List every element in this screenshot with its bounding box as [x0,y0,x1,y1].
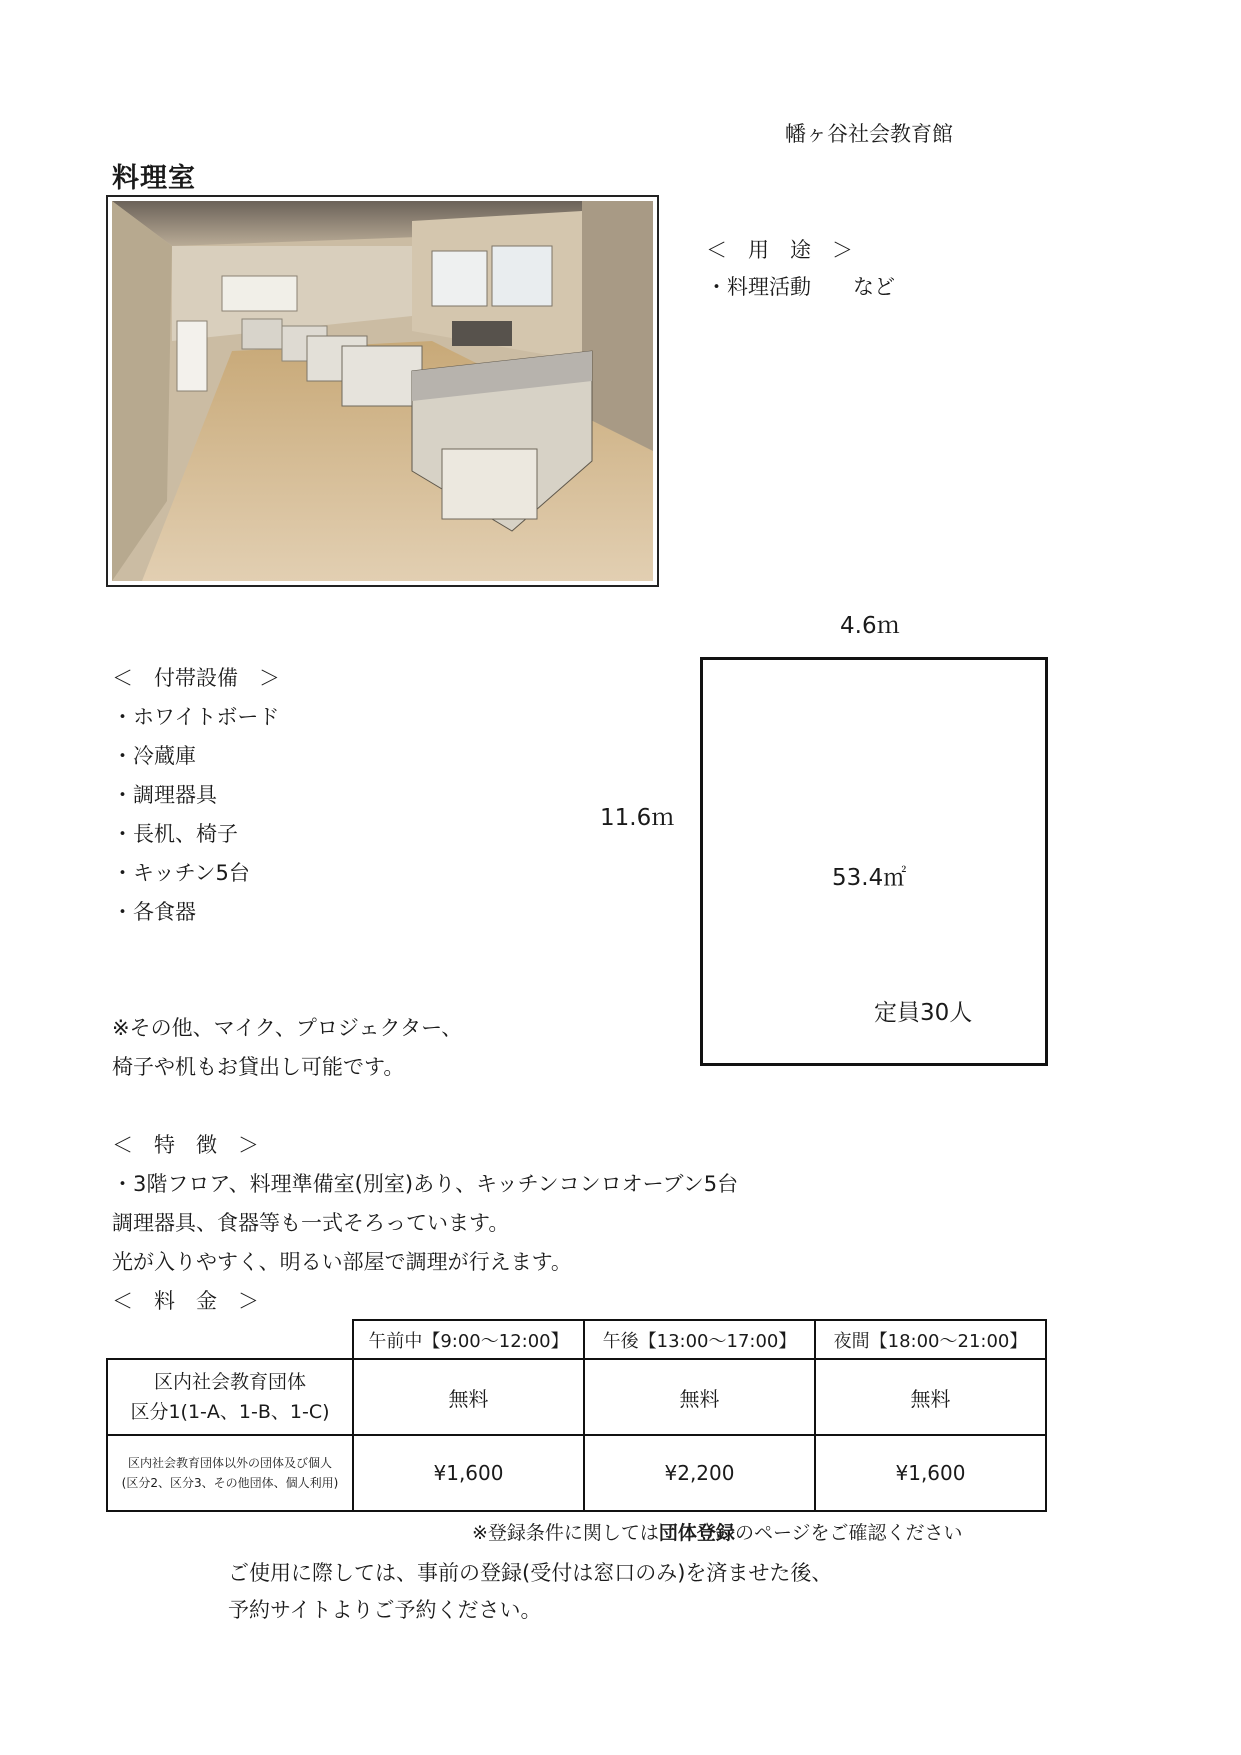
column-header-evening: 夜間【18:00～21:00】 [815,1320,1046,1359]
row-label-line2: 区分1(1-A、1-B、1-C) [130,1401,330,1423]
floor-plan-capacity: 定員30人 [874,1000,973,1026]
table-corner [107,1320,353,1359]
list-item: ・冷蔵庫 [112,744,196,768]
equipment-heading: ＜ 付帯設備 ＞ [112,666,280,690]
registration-note-suffix: のページをご確認ください [734,1522,963,1544]
fee-cell: ¥2,200 [584,1435,815,1511]
table-header-row [107,1320,1046,1359]
fee-table [106,1319,1047,1512]
list-item: ・ホワイトボード [112,705,280,729]
row-label [107,1435,353,1511]
floor-plan-height-label: 11.6ｍ [600,805,675,831]
fee-cell: 無料 [353,1359,584,1435]
registration-note-prefix: ※登録条件に関しては [472,1522,659,1544]
row-label-line1: 区内社会教育団体 [153,1371,306,1393]
cooking-room-image [112,201,653,581]
equipment-list [112,707,279,941]
rental-note-line1: ※その他、マイク、プロジェクター、 [112,1016,463,1040]
fee-cell: 無料 [815,1359,1046,1435]
features-heading: ＜ 特 徴 ＞ [112,1133,259,1157]
fee-cell: ¥1,600 [353,1435,584,1511]
row-label-line2: (区分2、区分3、その他団体、個人利用) [121,1476,339,1490]
list-item: ・長机、椅子 [112,822,238,846]
rental-note-line2: 椅子や机もお貸出し可能です。 [112,1055,405,1079]
page-title: 料理室 [112,163,196,194]
features-line2: 調理器具、食器等も一式そろっています。 [112,1211,510,1235]
row-label [107,1359,353,1435]
row-label-line1: 区内社会教育団体以外の団体及び個人 [127,1456,332,1470]
features-line1: ・3階フロア、料理準備室(別室)あり、キッチンコンロオーブン5台 [112,1172,739,1196]
registration-note [472,1524,963,1543]
usage-item: ・料理活動 など [706,275,895,299]
list-item: ・調理器具 [112,783,217,807]
list-item: ・各食器 [112,900,196,924]
fee-cell: 無料 [584,1359,815,1435]
organization-name: 幡ヶ谷社会教育館 [785,122,953,146]
table-row [107,1359,1046,1435]
list-item: ・キッチン5台 [112,861,250,885]
fees-heading: ＜ 料 金 ＞ [112,1289,259,1313]
closing-line1: ご使用に際しては、事前の登録(受付は窓口のみ)を済ませた後、 [228,1561,833,1585]
room-photo [106,195,659,587]
column-header-afternoon: 午後【13:00～17:00】 [584,1320,815,1359]
fee-cell: ¥1,600 [815,1435,1046,1511]
floor-plan-width-label: 4.6ｍ [840,613,900,639]
group-registration-link[interactable]: 団体登録 [658,1522,735,1544]
column-header-morning: 午前中【9:00～12:00】 [353,1320,584,1359]
table-row [107,1435,1046,1511]
features-line3: 光が入りやすく、明るい部屋で調理が行えます。 [112,1250,572,1274]
closing-line2: 予約サイトよりご予約ください。 [228,1598,542,1622]
floor-plan-area: 53.4㎡ [832,865,907,891]
usage-heading: ＜ 用 途 ＞ [706,238,853,262]
